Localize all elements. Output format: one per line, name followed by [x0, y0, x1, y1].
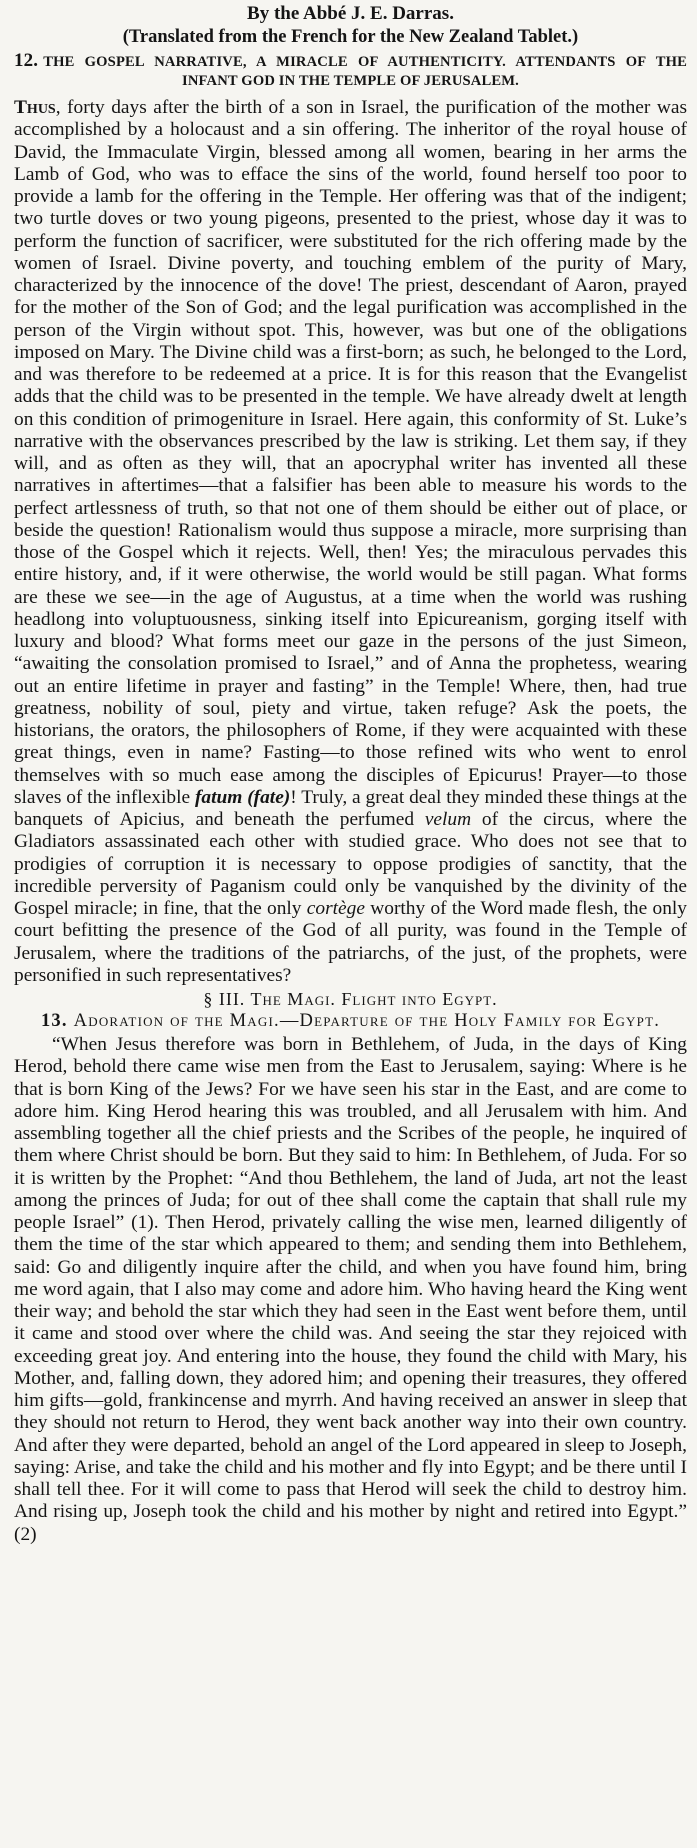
velum-word: velum: [424, 809, 472, 830]
section-13-title: Adoration of the Magi.—Departure of the Holy Family for Egypt.: [73, 1011, 661, 1031]
drop-word: Thus: [14, 97, 56, 118]
subsection-heading: § III. The Magi. Flight into Egypt.: [203, 989, 498, 1009]
section-13-number: 13.: [40, 1011, 68, 1031]
byline: By the Abbé J. E. Darras.: [247, 3, 454, 24]
body-text-part-1: , forty days after the birth of a son in Israel, the purification of the mother was accomplished by a holocaust and a sin offering. The inheritor of the royal house of David, the Immaculate Virgin, blessed among all women, bearing in her arms the Lamb of God, who was to efface the sins of the world, found herself too poor to provide a lamb for the offering in the Temple. Her offering was that of the indigent; two turtle doves or two young pigeons, presented to the priest, whose day it was to perform the function of sacrificer, were substituted for the rich offering made by the women of Israel. Divine poverty, and touching emblem of the purity of Mary, characterized by the innocence of the dove! The priest, descendant of Aaron, prayed for the mother of the Son of God; and the legal purification was accomplished in the person of the Virgin without spot. This, however, was but one of the obligations imposed on Mary. The Divine child was a first-born; as such, he belonged to the Lord, and was therefore to be redeemed at a price. It is for this reason that the Evangelist adds that the child was to be presented in the temple. We have already dwelt at length on this condition of primogeniture in Israel. Here again, this conformity of St. Luke’s narrative with the observances prescribed by the law is striking. Let them say, if they will, and as often as they will, that an apocryphal writer has invented all these narratives in aftertimes—that a falsifier has been able to measure his words to the perfect artlessness of truth, so that not one of them should be either out of place, or beside the question! Rationalism would thus suppose a miracle, more surprising than those of the Gospel which it rejects. Well, then! Yes; the miraculous pervades this entire history, and, if it were otherwise, the world would be still pagan. What forms are these we see—in the age of Augustus, at a time when the world was rushing headlong into voluptuousness, sinking itself into Epicureanism, gorging itself with luxury and blood? What forms meet our gaze in the persons of the just Simeon, “awaiting the consolation promised to Israel,” and of Anna the prophetess, wearing out an entire lifetime in prayer and fasting” in the Temple! Where, then, had true greatness, nobility of soul, piety and virtue, taken refuge? Ask the poets, the historians, the orators, the philosophers of Rome, if they were acquainted with these great things, even in name? Fasting—to those refined wits who went to enrol themselves with so much ease among the disciples of Epicurus! Prayer—to those slaves of the inflexible: [14, 97, 687, 808]
section-12-body: [14, 97, 687, 987]
body-text-part-4: worthy of the Word made flesh, the only court befitting the presence of the God of all purity, was found in the Temple of Jerusalem, where the traditions of the patriarchs, of the just, of the prophets, were personified in such representatives?: [14, 898, 687, 986]
section-12-title: THE GOSPEL NARRATIVE, A MIRACLE OF AUTHENTICITY. ATTENDANTS OF THE INFANT GOD IN THE TEMPLE OF JERUSALEM.: [43, 54, 687, 89]
section-12-paragraph: [14, 97, 687, 987]
fatum-phrase: fatum (fate): [194, 786, 291, 808]
translation-note: (Translated from the French for the New Zealand Tablet.): [122, 27, 579, 47]
section-12-heading: [14, 51, 687, 91]
section-12-number: 12.: [14, 50, 39, 71]
body-text-part-2: ! Truly, a great deal they minded these things at the banquets of Apicius, and beneath the perfumed: [14, 786, 687, 830]
body-text-part-3: of the circus, where the Gladiators assassinated each other with studied grace. Who does not see that to prodigies of corruption it is necessary to oppose prodigies of sanctity, that the incredible perversity of Paganism could only be vanquished by the divinity of the Gospel miracle; in fine, that the only: [14, 809, 687, 919]
section-13-heading: [14, 1011, 687, 1032]
cortege-word: cortège: [306, 898, 365, 919]
gospel-quotation: “When Jesus therefore was born in Bethlehem, of Juda, in the days of King Herod, behold there came wise men from the East to Jerusalem, saying: Where is he that is born King of the Jews? For we have seen his star in the East, and are come to adore him. King Herod hearing this was troubled, and all Jerusalem with him. And assembling together all the chief priests and the Scribes of the people, he inquired of them where Christ should be born. But they said to him: In Bethlehem, of Juda. For so it is written by the Prophet: “And thou Bethlehem, the land of Juda, art not the least among the princes of Juda; for out of thee shall come the captain that shall rule my people Israel” (1). Then Herod, privately calling the wise men, learned diligently of them the time of the star which appeared to them; and sending them into Bethlehem, said: Go and diligently inquire after the child, and when you have found him, bring me word again, that I also may come and adore him. Who having heard the King went their way; and behold the star which they had seen in the East went before them, until it came and stood over where the child was. And seeing the star they rejoiced with exceeding great joy. And entering into the house, they found the child with Mary, his Mother, and, falling down, they adored him; and opening their treasures, they offered him gifts—gold, frankincense and myrrh. And having received an answer in sleep that they should not return to Herod, they went back another way into their own country. And after they were departed, behold an angel of the Lord appeared in sleep to Joseph, saying: Arise, and take the child and his mother and fly into Egypt; and be there until I shall tell thee. For it will come to pass that Herod will seek the child to destroy him. And rising up, Joseph took the child and his mother by night and retired into Egypt.” (2): [14, 1034, 687, 1545]
